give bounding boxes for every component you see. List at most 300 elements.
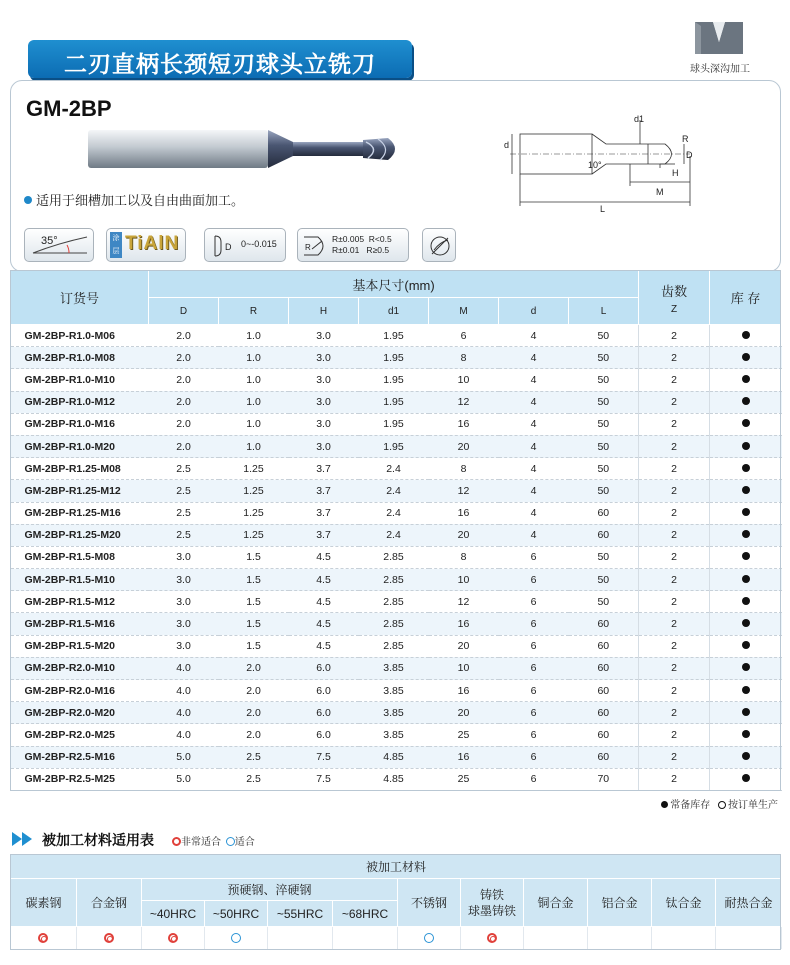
cell-r: 1.5 <box>219 546 289 568</box>
cell-z: 2 <box>639 524 710 546</box>
materials-table <box>10 854 782 949</box>
cell-h: 4.5 <box>289 546 359 568</box>
cell-d1: 2.85 <box>359 591 429 613</box>
cell-l: 50 <box>569 591 639 613</box>
ball-nose-badge <box>422 228 456 262</box>
in-stock-icon <box>742 331 750 339</box>
helix-angle-badge <box>24 228 94 262</box>
tolerance-label: 0~-0.015 <box>241 239 277 249</box>
cell-d1: 2.85 <box>359 546 429 568</box>
diameter-icon <box>211 234 237 258</box>
stock-cell <box>710 591 782 613</box>
in-stock-icon <box>742 708 750 716</box>
cell-d: 4.0 <box>149 702 219 724</box>
cell-l: 50 <box>569 391 639 413</box>
stock-cell <box>710 768 782 790</box>
header-order-no: 订货号 <box>11 271 149 325</box>
page-title: 二刃直柄长颈短刃球头立铣刀 <box>64 51 376 77</box>
order-code: GM-2BP-R1.5-M16 <box>11 613 149 635</box>
cell-r: 1.0 <box>219 369 289 391</box>
mat-col-0: 碳素钢 <box>11 879 77 927</box>
table-row <box>11 657 782 679</box>
cell-h: 7.5 <box>289 746 359 768</box>
cell-d: 4 <box>499 413 569 435</box>
order-code: GM-2BP-R2.5-M16 <box>11 746 149 768</box>
cell-d: 6 <box>499 680 569 702</box>
cell-d: 2.0 <box>149 369 219 391</box>
cell-l: 50 <box>569 435 639 457</box>
mat-col-6: 不锈钢 <box>398 879 461 927</box>
table-row <box>11 768 782 790</box>
cell-d: 3.0 <box>149 635 219 657</box>
cell-d: 6 <box>499 768 569 790</box>
table-row <box>11 502 782 524</box>
cell-r: 2.5 <box>219 768 289 790</box>
mat-col-9: 铝合金 <box>588 879 652 927</box>
cell-r: 1.0 <box>219 413 289 435</box>
dim-label-D: D <box>686 150 693 160</box>
cell-d: 4.0 <box>149 680 219 702</box>
stock-cell <box>710 480 782 502</box>
cell-h: 3.7 <box>289 480 359 502</box>
order-code: GM-2BP-R1.0-M10 <box>11 369 149 391</box>
stock-cell <box>710 325 782 347</box>
cell-d: 6 <box>499 746 569 768</box>
cell-d: 4 <box>499 435 569 457</box>
order-code: GM-2BP-R1.5-M10 <box>11 569 149 591</box>
cell-d: 2.5 <box>149 502 219 524</box>
mat-col-5: ~68HRC <box>333 901 398 927</box>
cell-z: 2 <box>639 635 710 657</box>
cell-d1: 2.4 <box>359 502 429 524</box>
rating-cell <box>524 927 588 949</box>
cell-z: 2 <box>639 746 710 768</box>
cell-h: 3.0 <box>289 435 359 457</box>
cell-d1: 1.95 <box>359 391 429 413</box>
cell-l: 60 <box>569 746 639 768</box>
cell-d1: 1.95 <box>359 435 429 457</box>
cell-d: 4 <box>499 391 569 413</box>
rating-cell <box>205 927 268 949</box>
mat-col-2: ~40HRC <box>142 901 205 927</box>
cell-h: 3.0 <box>289 325 359 347</box>
table-row <box>11 724 782 746</box>
cell-d1: 3.85 <box>359 680 429 702</box>
cell-d1: 1.95 <box>359 347 429 369</box>
cell-m: 20 <box>429 702 499 724</box>
order-code: GM-2BP-R1.0-M12 <box>11 391 149 413</box>
header-col-H: H <box>289 298 359 325</box>
cell-d1: 2.85 <box>359 569 429 591</box>
in-stock-icon <box>742 486 750 494</box>
cell-l: 50 <box>569 480 639 502</box>
table-row <box>11 347 782 369</box>
cell-h: 7.5 <box>289 768 359 790</box>
order-code: GM-2BP-R1.5-M20 <box>11 635 149 657</box>
cell-z: 2 <box>639 768 710 790</box>
stock-cell <box>710 680 782 702</box>
cell-d1: 2.4 <box>359 524 429 546</box>
header-col-R: R <box>219 298 289 325</box>
cell-r: 1.5 <box>219 613 289 635</box>
key-suitable: 适合 <box>234 837 255 848</box>
in-stock-icon <box>742 464 750 472</box>
radius-r-label: R <box>305 243 311 252</box>
cell-d: 4 <box>499 524 569 546</box>
cell-z: 2 <box>639 680 710 702</box>
radius-icon <box>302 233 330 259</box>
cell-m: 16 <box>429 746 499 768</box>
table-row <box>11 458 782 480</box>
cell-d1: 2.4 <box>359 480 429 502</box>
cell-r: 1.25 <box>219 480 289 502</box>
excellent-mark-icon <box>38 933 48 943</box>
dim-label-d: d <box>504 140 510 150</box>
cell-l: 60 <box>569 613 639 635</box>
cell-m: 20 <box>429 635 499 657</box>
cell-z: 2 <box>639 458 710 480</box>
cell-d: 3.0 <box>149 591 219 613</box>
in-stock-icon <box>742 774 750 782</box>
rating-cell <box>11 927 77 949</box>
dim-label-R: R <box>682 134 689 144</box>
header-basic-size: 基本尺寸(mm) <box>149 271 639 298</box>
legend-in-stock: 常备库存 <box>670 800 711 811</box>
excellent-key-icon <box>172 837 181 846</box>
cell-m: 10 <box>429 569 499 591</box>
in-stock-icon <box>742 597 750 605</box>
cell-z: 2 <box>639 613 710 635</box>
header-col-D: D <box>149 298 219 325</box>
cell-m: 12 <box>429 591 499 613</box>
tolerance-badge <box>204 228 286 262</box>
table-row <box>11 569 782 591</box>
cell-l: 50 <box>569 369 639 391</box>
order-code: GM-2BP-R1.25-M20 <box>11 524 149 546</box>
cell-d1: 1.95 <box>359 325 429 347</box>
mat-col-10: 钛合金 <box>652 879 716 927</box>
order-code: GM-2BP-R1.0-M16 <box>11 413 149 435</box>
stock-cell <box>710 635 782 657</box>
spec-table <box>10 270 782 791</box>
cell-d1: 2.4 <box>359 458 429 480</box>
header-teeth-label: 齿数 <box>661 283 688 299</box>
mat-col-3: ~50HRC <box>205 901 268 927</box>
cell-z: 2 <box>639 657 710 679</box>
mat-col-1: 合金钢 <box>77 879 142 927</box>
rating-cell <box>716 927 782 949</box>
cell-r: 2.0 <box>219 702 289 724</box>
cell-m: 8 <box>429 546 499 568</box>
cell-l: 60 <box>569 524 639 546</box>
feature-label: 适用于细槽加工以及自由曲面加工。 <box>36 193 245 208</box>
cell-d: 4 <box>499 480 569 502</box>
cell-m: 16 <box>429 413 499 435</box>
in-stock-icon <box>742 641 750 649</box>
stock-cell <box>710 413 782 435</box>
cell-l: 60 <box>569 724 639 746</box>
prehard-header: 预硬钢、淬硬钢 <box>142 879 398 901</box>
dim-label-angle: 10° <box>588 160 602 170</box>
title-banner <box>28 40 412 78</box>
order-code: GM-2BP-R2.0-M20 <box>11 702 149 724</box>
feature-text <box>24 190 244 209</box>
stock-cell <box>710 391 782 413</box>
cell-r: 1.5 <box>219 591 289 613</box>
cell-h: 3.7 <box>289 524 359 546</box>
cell-d: 2.0 <box>149 435 219 457</box>
cell-d: 2.0 <box>149 391 219 413</box>
table-row <box>11 325 782 347</box>
excellent-mark-icon <box>104 933 114 943</box>
cell-m: 6 <box>429 325 499 347</box>
cell-h: 6.0 <box>289 657 359 679</box>
cell-r: 1.5 <box>219 569 289 591</box>
cell-m: 8 <box>429 458 499 480</box>
in-stock-icon <box>742 730 750 738</box>
cell-m: 10 <box>429 657 499 679</box>
cell-l: 60 <box>569 502 639 524</box>
order-code: GM-2BP-R2.5-M25 <box>11 768 149 790</box>
cell-d1: 2.85 <box>359 635 429 657</box>
cell-h: 4.5 <box>289 569 359 591</box>
header-col-d1: d1 <box>359 298 429 325</box>
dim-label-d1: d1 <box>634 114 645 124</box>
table-row <box>11 591 782 613</box>
table-row <box>11 391 782 413</box>
cell-d1: 3.85 <box>359 657 429 679</box>
in-stock-icon <box>742 419 750 427</box>
order-code: GM-2BP-R2.0-M16 <box>11 680 149 702</box>
cell-z: 2 <box>639 480 710 502</box>
cell-m: 25 <box>429 768 499 790</box>
header-col-L: L <box>569 298 639 325</box>
table-row <box>11 746 782 768</box>
suitable-mark-icon <box>424 933 434 943</box>
cell-l: 70 <box>569 768 639 790</box>
cell-r: 1.25 <box>219 524 289 546</box>
cell-h: 6.0 <box>289 702 359 724</box>
order-code: GM-2BP-R2.0-M10 <box>11 657 149 679</box>
cell-d: 3.0 <box>149 569 219 591</box>
radius-tolerance-label: R±0.005 R<0.5 R±0.01 R≥0.5 <box>332 234 392 255</box>
stock-cell <box>710 369 782 391</box>
order-code: GM-2BP-R1.5-M08 <box>11 546 149 568</box>
suitable-mark-icon <box>231 933 241 943</box>
cell-r: 2.0 <box>219 657 289 679</box>
coating-badge <box>106 228 186 262</box>
stock-cell <box>710 435 782 457</box>
table-row <box>11 413 782 435</box>
tolerance-d-label: D <box>225 242 232 252</box>
order-code: GM-2BP-R1.25-M08 <box>11 458 149 480</box>
ball-nose-groove-icon <box>693 20 745 56</box>
header-col-d: d <box>499 298 569 325</box>
rating-cell <box>268 927 333 949</box>
cell-d1: 1.95 <box>359 413 429 435</box>
radius-tolerance-badge <box>297 228 409 262</box>
cell-d: 6 <box>499 702 569 724</box>
in-stock-icon <box>742 397 750 405</box>
ball-nose-icon <box>426 232 454 260</box>
in-stock-icon <box>742 752 750 760</box>
double-arrow-icon <box>12 832 40 846</box>
dim-label-H: H <box>672 168 679 178</box>
in-stock-icon <box>742 619 750 627</box>
rating-cell <box>398 927 461 949</box>
order-code: GM-2BP-R1.25-M12 <box>11 480 149 502</box>
stock-cell <box>710 524 782 546</box>
cell-m: 16 <box>429 502 499 524</box>
excellent-mark-icon <box>487 933 497 943</box>
cell-l: 50 <box>569 458 639 480</box>
coating-side-label: 涂层 <box>110 232 122 258</box>
table-row <box>11 635 782 657</box>
cell-r: 1.25 <box>219 502 289 524</box>
materials-title: 被加工材料适用表 <box>42 832 154 848</box>
order-code: GM-2BP-R1.25-M16 <box>11 502 149 524</box>
cell-d: 6 <box>499 546 569 568</box>
cell-d: 2.0 <box>149 347 219 369</box>
mat-col-8: 铜合金 <box>524 879 588 927</box>
cell-r: 2.5 <box>219 746 289 768</box>
header-col-M: M <box>429 298 499 325</box>
cell-d: 2.5 <box>149 524 219 546</box>
cell-l: 50 <box>569 413 639 435</box>
dim-label-L: L <box>600 204 606 214</box>
cell-h: 4.5 <box>289 635 359 657</box>
order-code: GM-2BP-R2.0-M25 <box>11 724 149 746</box>
product-code: GM-2BP <box>26 96 112 121</box>
cell-m: 25 <box>429 724 499 746</box>
in-stock-icon <box>742 508 750 516</box>
cell-l: 60 <box>569 635 639 657</box>
key-excellent: 非常适合 <box>181 837 221 848</box>
cell-l: 50 <box>569 546 639 568</box>
cell-z: 2 <box>639 391 710 413</box>
order-code: GM-2BP-R1.0-M20 <box>11 435 149 457</box>
coating-label: TiAlN <box>125 233 180 254</box>
cell-m: 12 <box>429 391 499 413</box>
cell-d1: 1.95 <box>359 369 429 391</box>
legend-to-order: 按订单生产 <box>728 800 778 811</box>
rating-cell <box>588 927 652 949</box>
mat-col-7: 铸铁 球墨铸铁 <box>461 879 524 927</box>
dimension-diagram <box>500 106 700 214</box>
cell-d: 6 <box>499 635 569 657</box>
end-mill-image <box>88 124 408 176</box>
cell-l: 60 <box>569 657 639 679</box>
in-stock-icon <box>742 575 750 583</box>
cell-d1: 4.85 <box>359 746 429 768</box>
in-stock-icon <box>742 353 750 361</box>
cell-d1: 4.85 <box>359 768 429 790</box>
cell-m: 12 <box>429 480 499 502</box>
in-stock-icon <box>742 663 750 671</box>
cell-m: 16 <box>429 680 499 702</box>
cell-d: 2.0 <box>149 413 219 435</box>
in-stock-icon <box>661 801 668 808</box>
stock-cell <box>710 502 782 524</box>
cell-h: 3.0 <box>289 369 359 391</box>
cell-l: 50 <box>569 347 639 369</box>
cell-d: 4 <box>499 458 569 480</box>
cell-r: 1.0 <box>219 391 289 413</box>
order-code: GM-2BP-R1.0-M08 <box>11 347 149 369</box>
in-stock-icon <box>742 442 750 450</box>
stock-cell <box>710 347 782 369</box>
table-row <box>11 480 782 502</box>
stock-cell <box>710 746 782 768</box>
cell-h: 6.0 <box>289 680 359 702</box>
table-row <box>11 369 782 391</box>
cell-z: 2 <box>639 435 710 457</box>
rating-cell <box>142 927 205 949</box>
cell-z: 2 <box>639 591 710 613</box>
materials-key <box>172 833 255 848</box>
cell-h: 4.5 <box>289 591 359 613</box>
cell-d: 4 <box>499 502 569 524</box>
helix-angle-label: 35° <box>41 235 58 247</box>
cell-d: 6 <box>499 591 569 613</box>
table-row <box>11 524 782 546</box>
cell-d: 2.5 <box>149 480 219 502</box>
rating-cell <box>652 927 716 949</box>
cell-r: 2.0 <box>219 724 289 746</box>
cell-d1: 2.85 <box>359 613 429 635</box>
cell-z: 2 <box>639 369 710 391</box>
rating-cell <box>461 927 524 949</box>
cell-d: 3.0 <box>149 613 219 635</box>
table-row <box>11 546 782 568</box>
cell-d: 2.0 <box>149 325 219 347</box>
stock-cell <box>710 613 782 635</box>
table-row <box>11 435 782 457</box>
in-stock-icon <box>742 375 750 383</box>
cell-d: 6 <box>499 724 569 746</box>
cell-r: 1.0 <box>219 435 289 457</box>
cell-h: 3.0 <box>289 391 359 413</box>
order-code: GM-2BP-R1.0-M06 <box>11 325 149 347</box>
cell-h: 3.0 <box>289 347 359 369</box>
cell-d: 5.0 <box>149 768 219 790</box>
cell-d: 6 <box>499 613 569 635</box>
header-teeth <box>639 271 710 325</box>
in-stock-icon <box>742 686 750 694</box>
stock-cell <box>710 657 782 679</box>
excellent-mark-icon <box>168 933 178 943</box>
cell-d: 5.0 <box>149 746 219 768</box>
table-row <box>11 680 782 702</box>
bullet-icon <box>24 196 32 204</box>
cell-d: 4 <box>499 347 569 369</box>
suitable-key-icon <box>226 837 235 846</box>
mat-col-11: 耐热合金 <box>716 879 782 927</box>
cell-m: 16 <box>429 613 499 635</box>
cell-z: 2 <box>639 413 710 435</box>
cell-l: 60 <box>569 702 639 724</box>
cell-z: 2 <box>639 546 710 568</box>
order-code: GM-2BP-R1.5-M12 <box>11 591 149 613</box>
to-order-icon <box>718 801 726 809</box>
stock-cell <box>710 458 782 480</box>
cell-z: 2 <box>639 569 710 591</box>
cell-d: 4 <box>499 325 569 347</box>
corner-caption: 球头深沟加工 <box>690 64 750 75</box>
stock-cell <box>710 546 782 568</box>
table-row <box>11 613 782 635</box>
materials-group-header: 被加工材料 <box>11 855 782 879</box>
